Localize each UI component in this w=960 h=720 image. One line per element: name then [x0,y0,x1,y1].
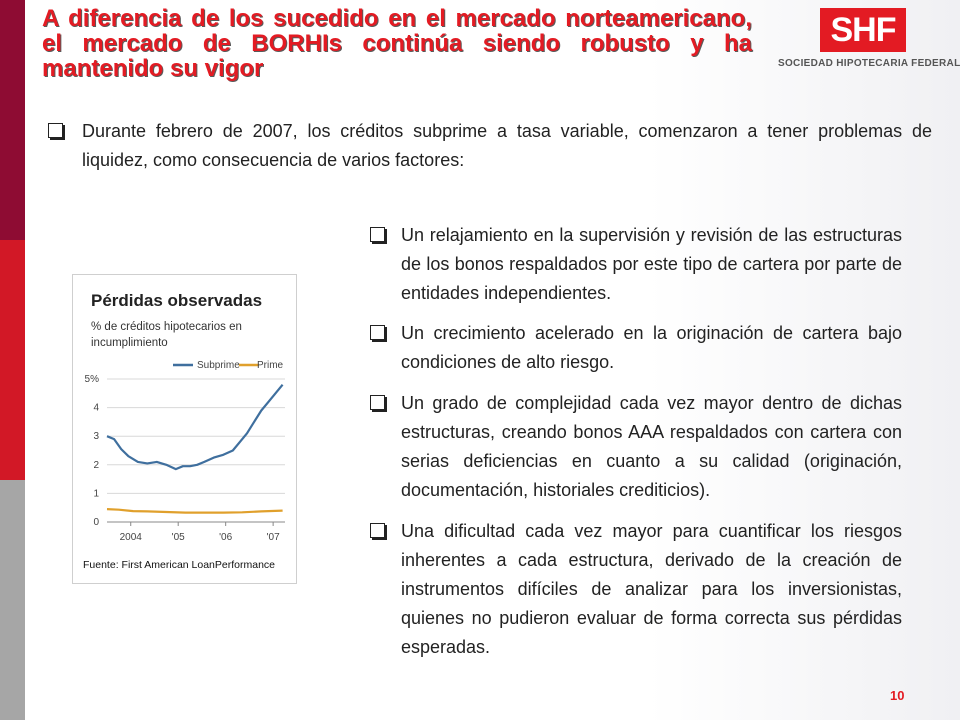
sub-bullet [370,319,902,377]
logo-subtitle: SOCIEDAD HIPOTECARIA FEDERAL [778,58,960,69]
x-tick-label: '06 [219,532,233,543]
chart-title: Pérdidas observadas [91,291,263,310]
x-tick-label: 2004 [119,532,142,543]
losses-chart [72,274,297,584]
legend-label: Prime [257,360,284,371]
y-tick-label: 2 [93,459,99,471]
left-bar-gray [0,480,25,720]
checkbox-bullet-icon [48,123,63,138]
legend-label: Subprime [197,360,240,371]
y-tick-label: 4 [93,402,99,414]
y-tick-label: 3 [93,431,99,443]
page-number: 10 [890,688,905,703]
y-tick-label: 0 [93,517,99,528]
sub-bullet-text: Un grado de complejidad cada vez mayor dentro de dichas estructuras, creando bonos AAA respaldados con cartera con serias deficiencias en cuanto a su calidad (originación, documentación, historiales crediticios). [401,393,902,500]
slide-title: A diferencia de los sucedido en el mercado norteamericano, el mercado de BORHIs continúa siendo robusto y ha mantenido su vigor [42,5,752,82]
left-bar-dark-red [0,0,25,240]
x-tick-label: '07 [266,532,280,543]
left-color-bar [0,0,25,720]
checkbox-bullet-icon [370,227,385,242]
checkbox-bullet-icon [370,395,385,410]
left-bar-red [0,240,25,480]
sub-bullet-text: Una dificultad cada vez mayor para cuantificar los riesgos inherentes a cada estructura, derivado de la creación de instrumentos difíciles de analizar para los inversionistas, quienes no pudieron evaluar de forma correcta sus pérdidas esperadas. [401,521,902,657]
sub-bullet-text: Un crecimiento acelerado en la originación de cartera bajo condiciones de alto riesgo. [401,323,902,372]
series-line-prime [107,509,283,512]
main-bullet [48,117,932,175]
series-line-subprime [107,385,283,469]
main-bullet-text: Durante febrero de 2007, los créditos subprime a tasa variable, comenzaron a tener problemas de liquidez, como consecuencia de varios factores: [82,121,932,170]
checkbox-bullet-icon [370,325,385,340]
chart-source: Fuente: First American LoanPerformance [83,559,276,571]
chart-plot [73,275,296,583]
sub-bullet [370,221,902,308]
x-tick-label: '05 [171,532,185,543]
checkbox-bullet-icon [370,523,385,538]
y-tick-label: 1 [93,488,99,500]
sub-bullet-text: Un relajamiento en la supervisión y revisión de las estructuras de los bonos respaldados por este tipo de cartera por parte de entidades independientes. [401,225,902,303]
chart-subtitle: % de créditos hipotecarios en incumplimiento [91,321,242,349]
sub-bullet [370,389,902,505]
logo-mark: SHF [820,8,906,52]
shf-logo [778,8,960,72]
y-tick-label: 5% [84,374,99,385]
sub-bullet [370,517,902,662]
